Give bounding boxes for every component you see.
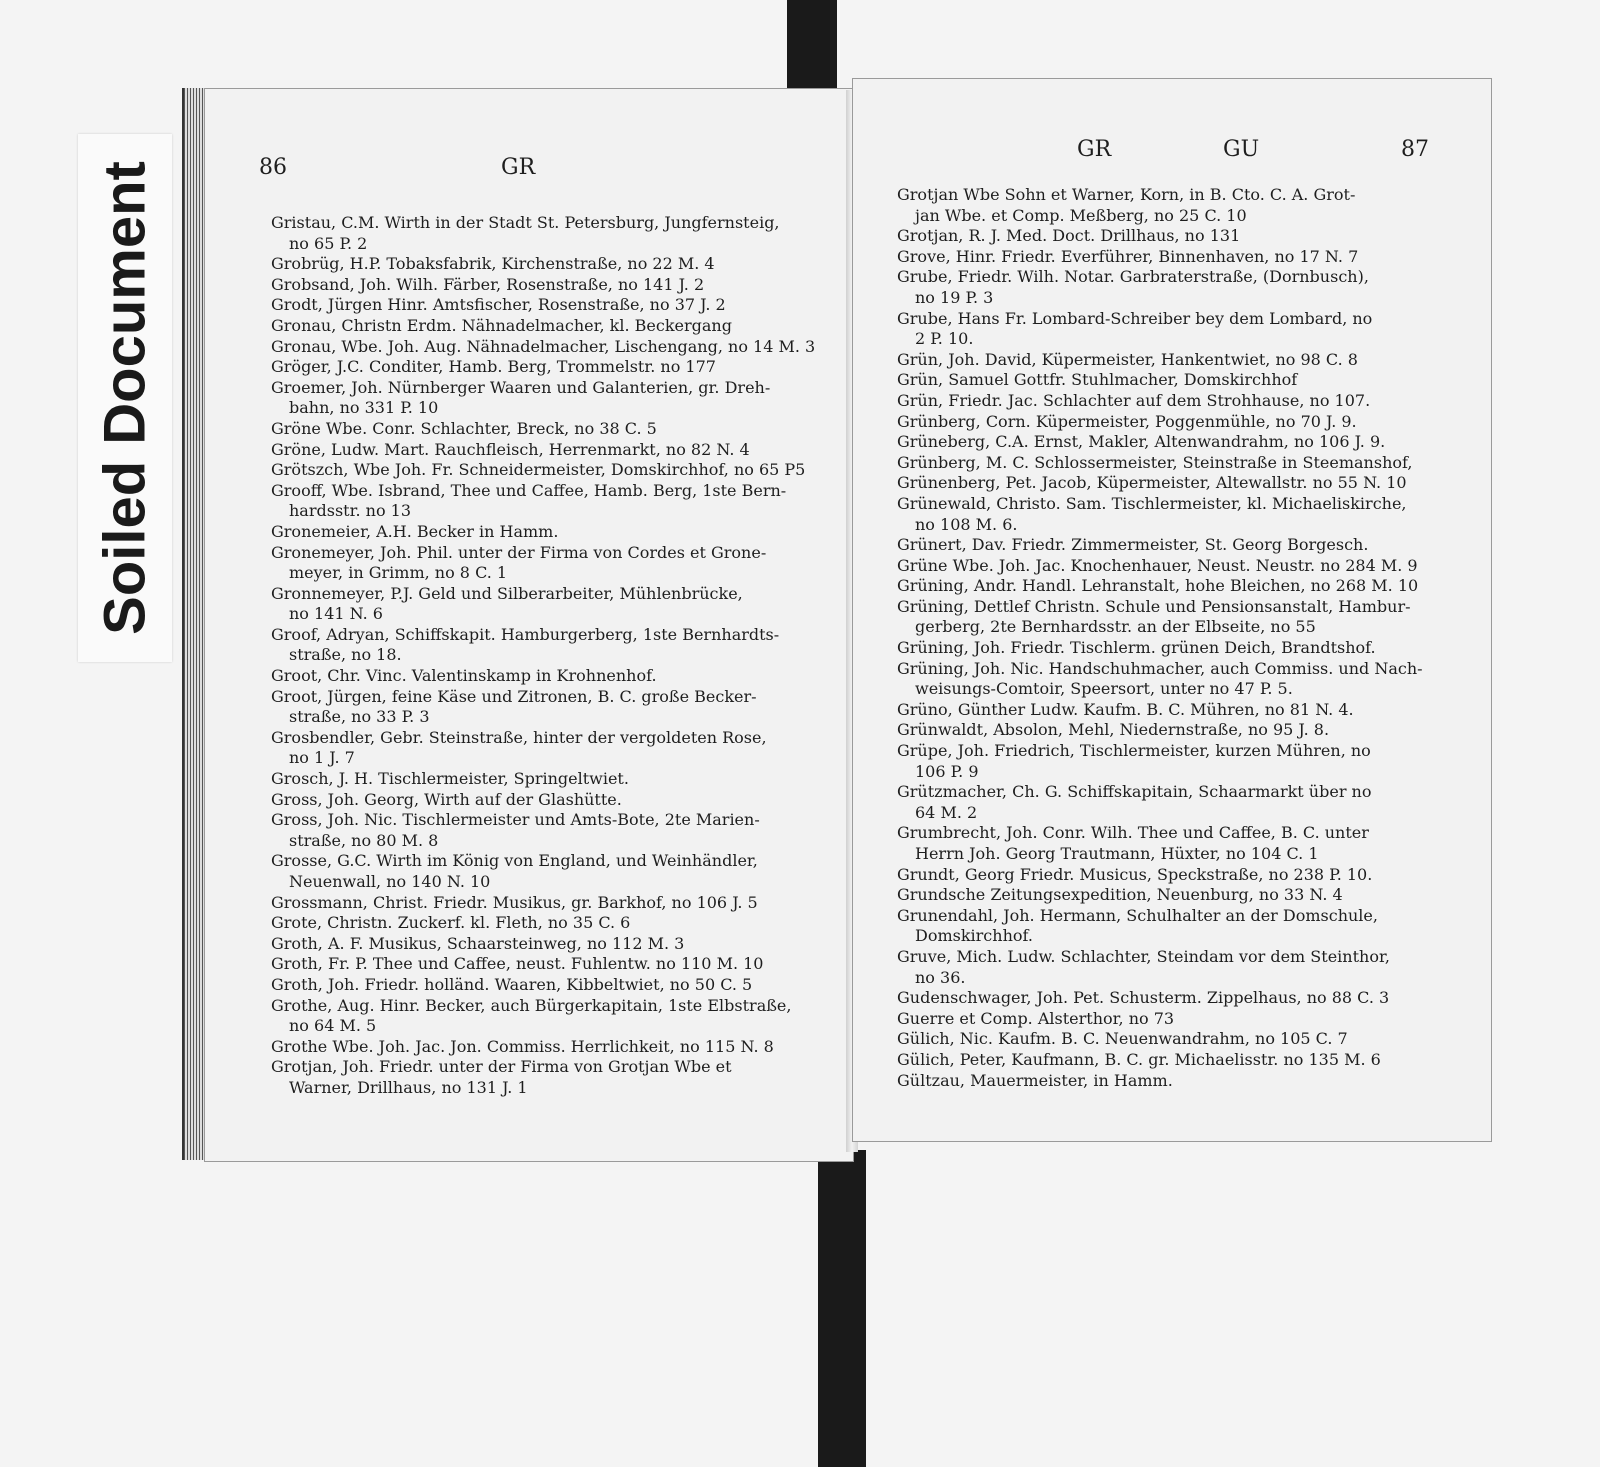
entry-continuation-line: straße, no 80 M. 8	[289, 830, 439, 850]
directory-entry	[271, 543, 811, 584]
entry-line: Groot, Chr. Vinc. Valentinskamp in Krohnenhof.	[271, 666, 657, 686]
entry-line: Grove, Hinr. Friedr. Everführer, Binnenhaven, no 17 N. 7	[897, 246, 1359, 266]
entry-line: Gröger, J.C. Conditer, Hamb. Berg, Trommelstr. no 177	[271, 357, 716, 377]
directory-entry	[897, 432, 1457, 453]
entry-line: Grobsand, Joh. Wilh. Färber, Rosenstraße, no 141 J. 2	[271, 274, 705, 294]
directory-entry	[897, 226, 1457, 247]
entry-line: Grüning, Joh. Nic. Handschuhmacher, auch Commiss. und Nach-	[897, 658, 1423, 678]
entry-line: Gristau, C.M. Wirth in der Stadt St. Petersburg, Jungfernsteig,	[271, 213, 780, 232]
entry-line: Grünberg, Corn. Küpermeister, Poggenmühle, no 70 J. 9.	[897, 411, 1357, 431]
directory-entry	[897, 638, 1457, 659]
entry-continuation-line: weisungs-Comtoir, Speersort, unter no 47 P. 5.	[915, 679, 1293, 699]
entry-line: Grützmacher, Ch. G. Schiffskapitain, Schaarmarkt über no	[897, 782, 1372, 802]
entry-continuation-line: gerberg, 2te Bernhardsstr. an der Elbseite, no 55	[915, 617, 1316, 637]
directory-entry	[271, 687, 811, 728]
entry-line: Guerre et Comp. Alsterthor, no 73	[897, 1008, 1175, 1028]
entry-continuation-line: 64 M. 2	[915, 802, 978, 822]
entry-line: Grundt, Georg Friedr. Musicus, Speckstraße, no 238 P. 10.	[897, 864, 1373, 884]
directory-entry	[271, 481, 811, 522]
entry-line: Grün, Samuel Gottfr. Stuhlmacher, Domskirchhof	[897, 370, 1298, 390]
entry-line: Gross, Joh. Nic. Tischlermeister und Amts-Bote, 2te Marien-	[271, 810, 760, 830]
entry-continuation-line: no 19 P. 3	[915, 287, 994, 307]
directory-entry	[897, 391, 1457, 412]
directory-entry	[897, 782, 1457, 823]
entry-line: Grüno, Günther Ludw. Kaufm. B. C. Mühren, no 81 N. 4.	[897, 699, 1354, 719]
directory-entry	[271, 1057, 811, 1098]
directory-entry	[897, 865, 1457, 886]
directory-entry	[271, 625, 811, 666]
entry-line: Grobrüg, H.P. Tobaksfabrik, Kirchenstraße, no 22 M. 4	[271, 254, 715, 274]
entry-line: Grötszch, Wbe Joh. Fr. Schneidermeister, Domskirchhof, no 65 P5	[271, 460, 806, 480]
entry-line: Gudenschwager, Joh. Pet. Schusterm. Zippelhaus, no 88 C. 3	[897, 988, 1390, 1008]
directory-entry	[271, 1037, 811, 1058]
directory-entry	[271, 440, 811, 461]
entry-continuation-line: no 141 N. 6	[289, 604, 383, 624]
entry-line: Gröne, Ludw. Mart. Rauchfleisch, Herrenmarkt, no 82 N. 4	[271, 439, 750, 459]
directory-entry	[897, 576, 1457, 597]
entry-continuation-line: hardsstr. no 13	[289, 501, 412, 521]
directory-entry	[897, 473, 1457, 494]
entry-line: Grube, Friedr. Wilh. Notar. Garbraterstraße, (Dornbusch),	[897, 267, 1369, 287]
entry-line: Grotjan, R. J. Med. Doct. Drillhaus, no 131	[897, 226, 1241, 246]
entry-continuation-line: meyer, in Grimm, no 8 C. 1	[289, 563, 508, 583]
right-entry-list	[897, 185, 1457, 1091]
directory-entry	[271, 378, 811, 419]
entry-line: Grüning, Dettlef Christn. Schule und Pensionsanstalt, Hambur-	[897, 596, 1411, 616]
entry-line: Gross, Joh. Georg, Wirth auf der Glashütte.	[271, 789, 622, 809]
right-page	[852, 78, 1492, 1142]
directory-entry	[271, 975, 811, 996]
entry-line: Grünwaldt, Absolon, Mehl, Niedernstraße, no 95 J. 8.	[897, 720, 1330, 740]
directory-entry	[271, 893, 811, 914]
directory-entry	[897, 412, 1457, 433]
entry-line: Grünenberg, Pet. Jacob, Küpermeister, Altewallstr. no 55 N. 10	[897, 473, 1407, 493]
directory-entry	[897, 556, 1457, 577]
directory-entry	[271, 419, 811, 440]
left-page-number: 86	[259, 155, 287, 180]
entry-line: Groth, Fr. P. Thee und Caffee, neust. Fuhlentw. no 110 M. 10	[271, 954, 764, 974]
directory-entry	[897, 453, 1457, 474]
directory-entry	[897, 906, 1457, 947]
bottom-binding-strip	[818, 1150, 866, 1467]
directory-entry	[271, 913, 811, 934]
entry-line: Groof, Adryan, Schiffskapit. Hamburgerberg, 1ste Bernhardts-	[271, 624, 780, 644]
right-page-header-right: GU	[1223, 137, 1260, 162]
directory-entry	[897, 1009, 1457, 1030]
entry-line: Grothe Wbe. Joh. Jac. Jon. Commiss. Herrlichkeit, no 115 N. 8	[271, 1036, 774, 1056]
directory-entry	[271, 460, 811, 481]
directory-entry	[897, 988, 1457, 1009]
entry-line: Grotjan Wbe Sohn et Warner, Korn, in B. Cto. C. A. Grot-	[897, 185, 1356, 204]
directory-entry	[271, 851, 811, 892]
entry-line: Grothe, Aug. Hinr. Becker, auch Bürgerkapitain, 1ste Elbstraße,	[271, 995, 792, 1015]
directory-entry	[271, 522, 811, 543]
entry-line: Gültzau, Mauermeister, in Hamm.	[897, 1070, 1173, 1090]
entry-continuation-line: Neuenwall, no 140 N. 10	[289, 872, 491, 891]
entry-line: Grüne Wbe. Joh. Jac. Knochenhauer, Neust. Neustr. no 284 M. 9	[897, 555, 1418, 575]
directory-entry	[897, 267, 1457, 308]
left-page	[204, 88, 854, 1162]
directory-entry	[897, 370, 1457, 391]
top-binding-strip	[787, 0, 837, 98]
entry-line: Groth, Joh. Friedr. holländ. Waaren, Kibbeltwiet, no 50 C. 5	[271, 974, 753, 994]
entry-continuation-line: no 64 M. 5	[289, 1016, 377, 1036]
directory-entry	[271, 336, 816, 358]
directory-entry	[897, 1029, 1457, 1050]
entry-continuation-line: straße, no 33 P. 3	[289, 707, 430, 727]
left-entry-list	[271, 213, 816, 1099]
entry-line: Grunendahl, Joh. Hermann, Schulhalter an der Domschule,	[897, 905, 1378, 925]
directory-entry	[897, 1050, 1457, 1071]
entry-line: Grünewald, Christo. Sam. Tischlermeister, kl. Michaeliskirche,	[897, 493, 1407, 513]
entry-line: Grosse, G.C. Wirth im König von England, und Weinhändler,	[271, 851, 758, 871]
directory-entry	[897, 659, 1457, 700]
right-page-number: 87	[1401, 137, 1429, 162]
entry-line: Grünert, Dav. Friedr. Zimmermeister, St. Georg Borgesch.	[897, 535, 1369, 555]
entry-line: Grüpe, Joh. Friedrich, Tischlermeister, kurzen Mühren, no	[897, 741, 1371, 761]
entry-continuation-line: no 1 J. 7	[289, 748, 355, 768]
entry-continuation-line: straße, no 18.	[289, 645, 402, 665]
directory-entry	[271, 769, 811, 790]
entry-line: Grünberg, M. C. Schlossermeister, Steinstraße in Steemanshof,	[897, 452, 1413, 472]
directory-entry	[897, 247, 1457, 268]
entry-line: Groot, Jürgen, feine Käse und Zitronen, B. C. große Becker-	[271, 686, 757, 706]
directory-entry	[271, 275, 811, 296]
directory-entry	[897, 597, 1457, 638]
entry-continuation-line: 106 P. 9	[915, 761, 979, 781]
directory-entry	[271, 357, 811, 378]
entry-line: Grün, Friedr. Jac. Schlachter auf dem Strohhause, no 107.	[897, 390, 1371, 410]
entry-line: Grosch, J. H. Tischlermeister, Springeltwiet.	[271, 769, 629, 789]
directory-entry	[271, 254, 811, 275]
label-text: Soiled Document	[92, 161, 158, 635]
directory-entry	[897, 185, 1457, 226]
directory-entry	[897, 494, 1457, 535]
directory-entry	[271, 316, 811, 337]
directory-entry	[897, 720, 1457, 741]
entry-continuation-line: jan Wbe. et Comp. Meßberg, no 25 C. 10	[915, 205, 1247, 225]
directory-entry	[271, 996, 811, 1037]
left-page-header: GR	[501, 155, 536, 180]
entry-line: Gronau, Wbe. Joh. Aug. Nähnadelmacher, Lischengang, no 14 M. 3	[271, 336, 816, 356]
entry-line: Groemer, Joh. Nürnberger Waaren und Galanterien, gr. Dreh-	[271, 377, 771, 397]
directory-entry	[271, 666, 811, 687]
entry-line: Grundsche Zeitungsexpedition, Neuenburg, no 33 N. 4	[897, 885, 1343, 905]
directory-entry	[897, 700, 1457, 721]
entry-line: Gülich, Nic. Kaufm. B. C. Neuenwandrahm, no 105 C. 7	[897, 1029, 1348, 1049]
soiled-document-label	[78, 134, 172, 662]
directory-entry	[271, 728, 811, 769]
directory-entry	[897, 947, 1457, 988]
entry-line: Groth, A. F. Musikus, Schaarsteinweg, no 112 M. 3	[271, 933, 685, 953]
entry-line: Gruve, Mich. Ludw. Schlachter, Steindam vor dem Steinthor,	[897, 946, 1390, 966]
entry-continuation-line: bahn, no 331 P. 10	[289, 398, 439, 418]
entry-continuation-line: no 65 P. 2	[289, 233, 368, 253]
entry-line: Gronau, Christn Erdm. Nähnadelmacher, kl. Beckergang	[271, 315, 732, 335]
entry-continuation-line: 2 P. 10.	[915, 329, 974, 349]
directory-entry	[271, 584, 811, 625]
directory-entry	[271, 810, 811, 851]
directory-entry	[271, 954, 811, 975]
entry-line: Gronnemeyer, P.J. Geld und Silberarbeiter, Mühlenbrücke,	[271, 583, 743, 603]
directory-entry	[271, 790, 811, 811]
entry-line: Grote, Christn. Zuckerf. kl. Fleth, no 35 C. 6	[271, 913, 631, 933]
entry-line: Grumbrecht, Joh. Conr. Wilh. Thee und Caffee, B. C. unter	[897, 823, 1369, 843]
entry-line: Grube, Hans Fr. Lombard-Schreiber bey dem Lombard, no	[897, 308, 1373, 328]
entry-line: Grüneberg, C.A. Ernst, Makler, Altenwandrahm, no 106 J. 9.	[897, 432, 1386, 452]
entry-continuation-line: Warner, Drillhaus, no 131 J. 1	[289, 1077, 528, 1097]
right-page-header-left: GR	[1077, 137, 1112, 162]
entry-continuation-line: Domskirchhof.	[915, 926, 1033, 946]
entry-line: Gronemeyer, Joh. Phil. unter der Firma von Cordes et Grone-	[271, 542, 767, 562]
directory-entry	[897, 309, 1457, 350]
entry-line: Grodt, Jürgen Hinr. Amtsfischer, Rosenstraße, no 37 J. 2	[271, 295, 726, 315]
directory-entry	[271, 213, 811, 254]
entry-line: Grooff, Wbe. Isbrand, Thee und Caffee, Hamb. Berg, 1ste Bern-	[271, 480, 787, 500]
directory-entry	[897, 823, 1457, 864]
directory-entry	[897, 350, 1457, 371]
entry-line: Grotjan, Joh. Friedr. unter der Firma von Grotjan Wbe et	[271, 1057, 732, 1077]
entry-line: Gronemeier, A.H. Becker in Hamm.	[271, 521, 559, 541]
entry-line: Grossmann, Christ. Friedr. Musikus, gr. Barkhof, no 106 J. 5	[271, 892, 758, 912]
entry-line: Gröne Wbe. Conr. Schlachter, Breck, no 38 C. 5	[271, 418, 657, 438]
entry-line: Gülich, Peter, Kaufmann, B. C. gr. Michaelisstr. no 135 M. 6	[897, 1049, 1381, 1069]
entry-line: Grosbendler, Gebr. Steinstraße, hinter der vergoldeten Rose,	[271, 727, 767, 747]
directory-entry	[897, 535, 1457, 556]
entry-line: Grüning, Joh. Friedr. Tischlerm. grünen Deich, Brandtshof.	[897, 638, 1376, 658]
directory-entry	[271, 934, 811, 955]
entry-line: Grün, Joh. David, Küpermeister, Hankentwiet, no 98 C. 8	[897, 349, 1358, 369]
directory-entry	[271, 295, 811, 316]
entry-continuation-line: Herrn Joh. Georg Trautmann, Hüxter, no 104 C. 1	[915, 844, 1319, 863]
directory-entry	[897, 741, 1457, 782]
entry-continuation-line: no 36.	[915, 967, 966, 987]
entry-line: Grüning, Andr. Handl. Lehranstalt, hohe Bleichen, no 268 M. 10	[897, 576, 1419, 596]
directory-entry	[897, 1071, 1457, 1092]
directory-entry	[897, 885, 1457, 906]
entry-continuation-line: no 108 M. 6.	[915, 514, 1018, 534]
